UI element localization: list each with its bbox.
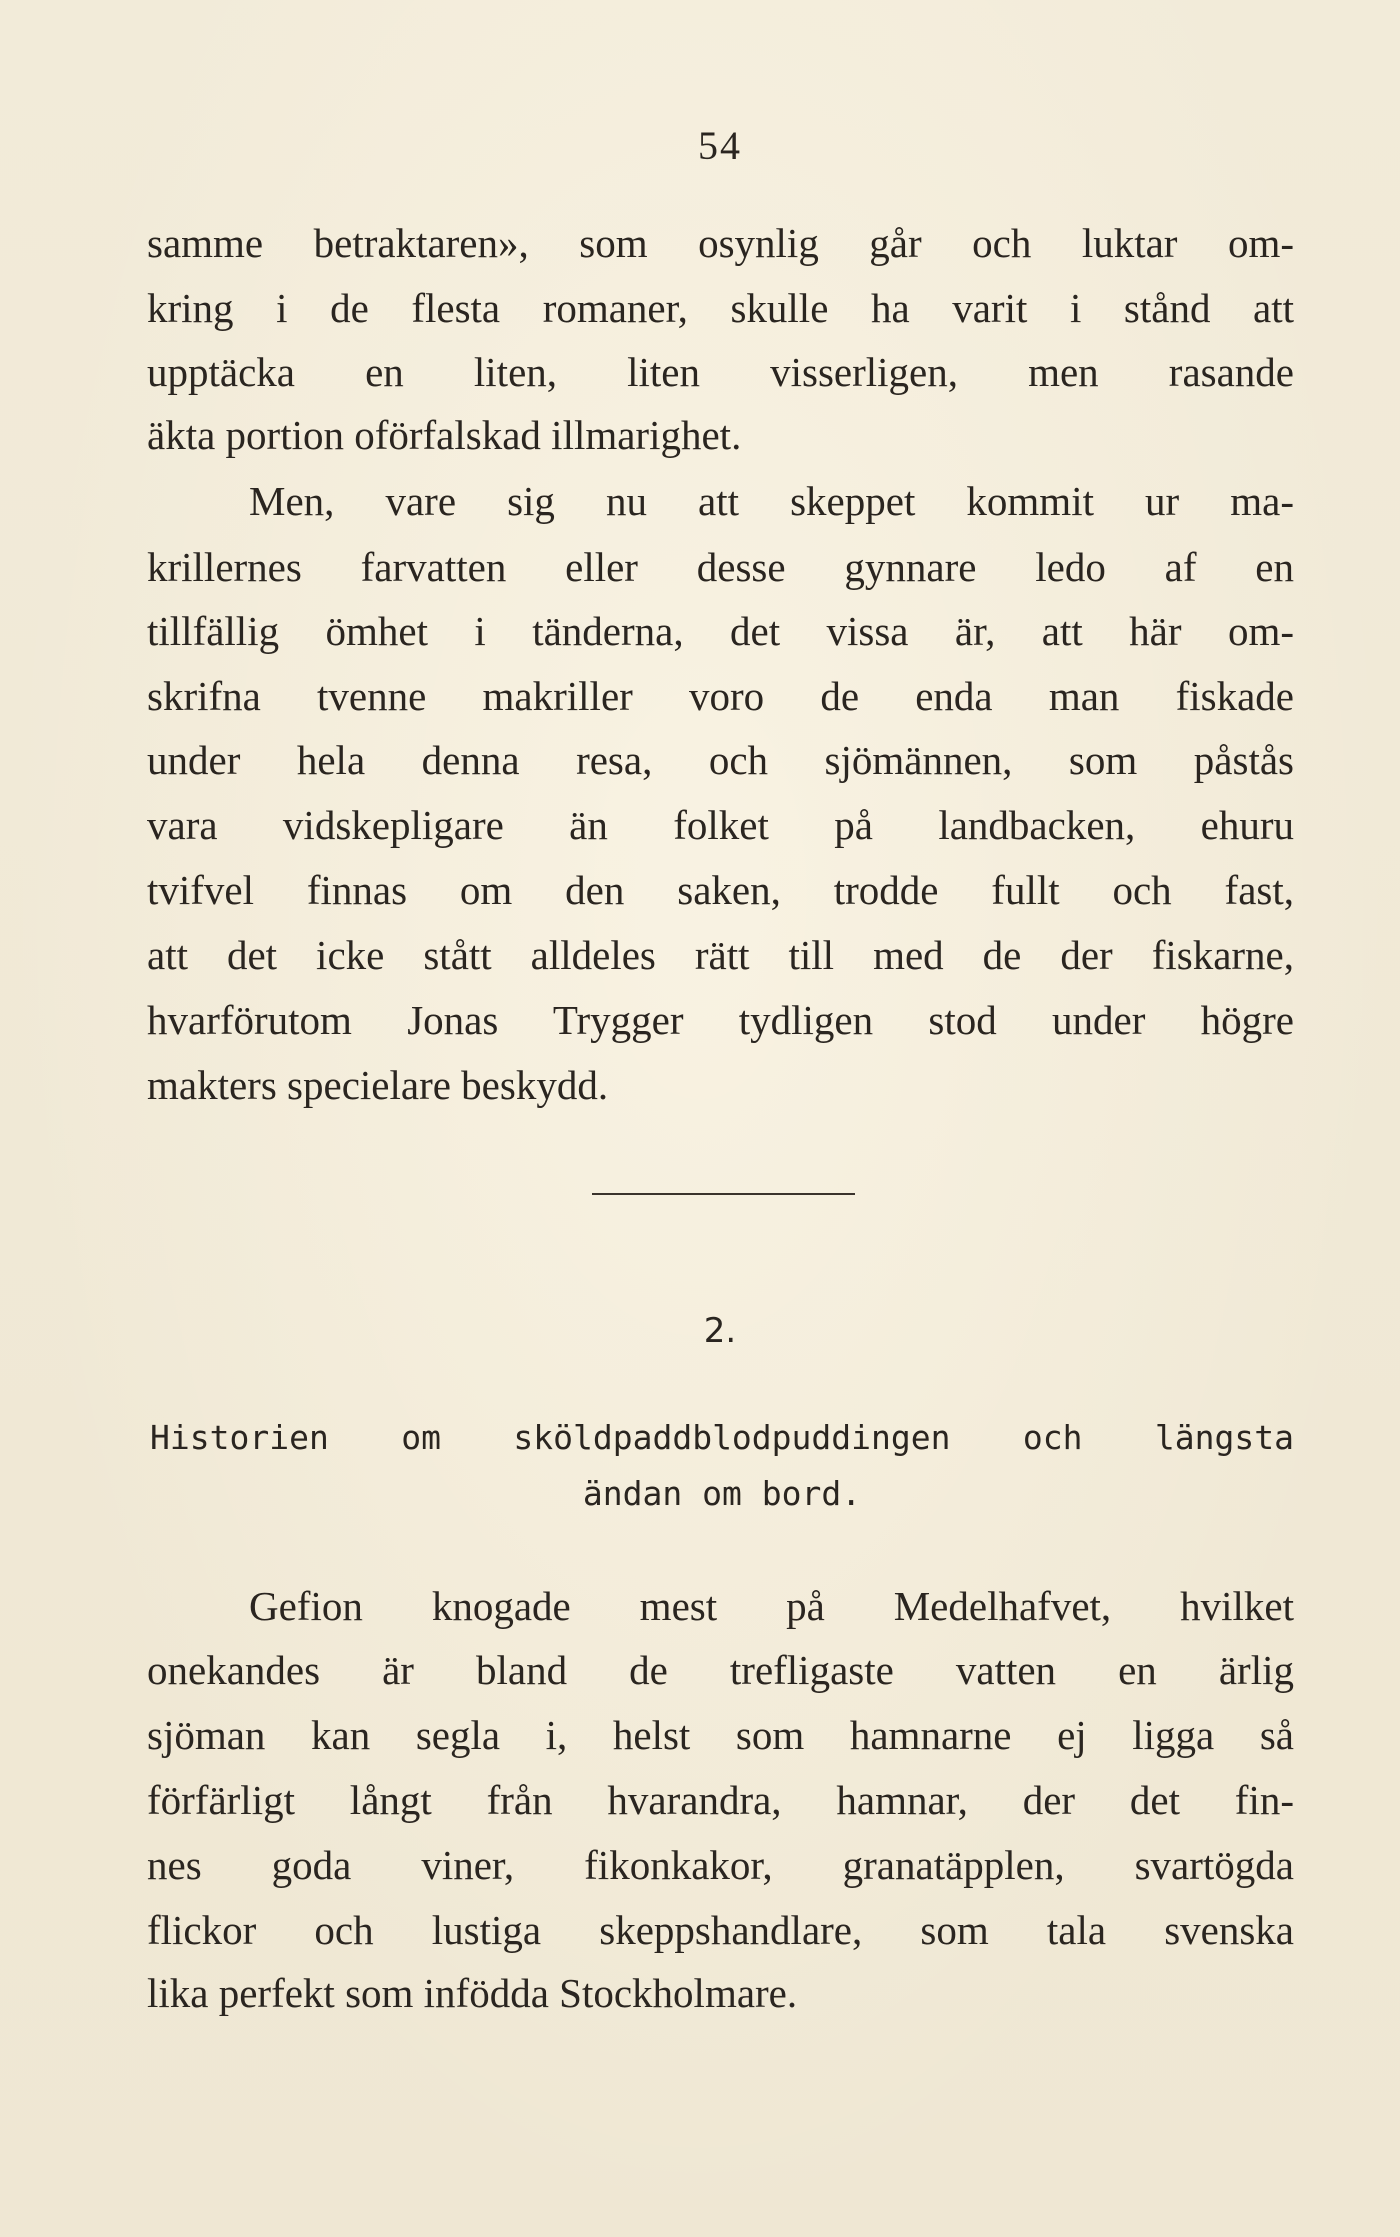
text-line: samme betraktaren», som osynlig går och luktar om- <box>147 220 1294 266</box>
text-line: kring i de flesta romaner, skulle ha varit i stånd att <box>147 285 1294 331</box>
text-line: hvarförutom Jonas Trygger tydligen stod under högre <box>147 997 1294 1043</box>
text-line: Gefion knogade mest på Medelhafvet, hvilket <box>249 1583 1294 1629</box>
section-number: 2. <box>703 1311 737 1351</box>
text-line: att det icke stått alldeles rätt till med de der fiskarne, <box>147 932 1294 978</box>
text-line: lika perfekt som infödda Stockholmare. <box>147 1970 798 2016</box>
text-line: vara vidskepligare än folket på landbacken, ehuru <box>147 802 1294 848</box>
page-number: 54 <box>698 123 742 168</box>
text-line: flickor och lustiga skeppshandlare, som tala svenska <box>147 1907 1294 1953</box>
text-line: makters specielare beskydd. <box>147 1062 609 1108</box>
text-line: Men, vare sig nu att skeppet kommit ur ma- <box>249 478 1294 524</box>
text-line: tvifvel finnas om den saken, trodde fullt och fast, <box>147 867 1294 913</box>
text-line: sjöman kan segla i, helst som hamnarne ej ligga så <box>147 1712 1294 1758</box>
section-title-line-2: ändan om bord. <box>582 1474 862 1513</box>
text-line: äkta portion oförfalskad illmarighet. <box>147 412 742 458</box>
section-title-line-1: Historien om sköldpaddblodpuddingen och längsta <box>150 1418 1294 1457</box>
text-line: onekandes är bland de trefligaste vatten en ärlig <box>147 1647 1294 1693</box>
section-divider <box>592 1193 855 1195</box>
text-line: förfärligt långt från hvarandra, hamnar, der det fin- <box>147 1777 1294 1823</box>
text-line: krillernes farvatten eller desse gynnare ledo af en <box>147 544 1294 590</box>
text-line: skrifna tvenne makriller voro de enda man fiskade <box>147 673 1294 719</box>
text-line: tillfällig ömhet i tänderna, det vissa är, att här om- <box>147 608 1294 654</box>
text-line: upptäcka en liten, liten visserligen, men rasande <box>147 349 1294 395</box>
text-line: under hela denna resa, och sjömännen, som påstås <box>147 737 1294 783</box>
text-line: nes goda viner, fikonkakor, granatäpplen, svartögda <box>147 1842 1294 1888</box>
